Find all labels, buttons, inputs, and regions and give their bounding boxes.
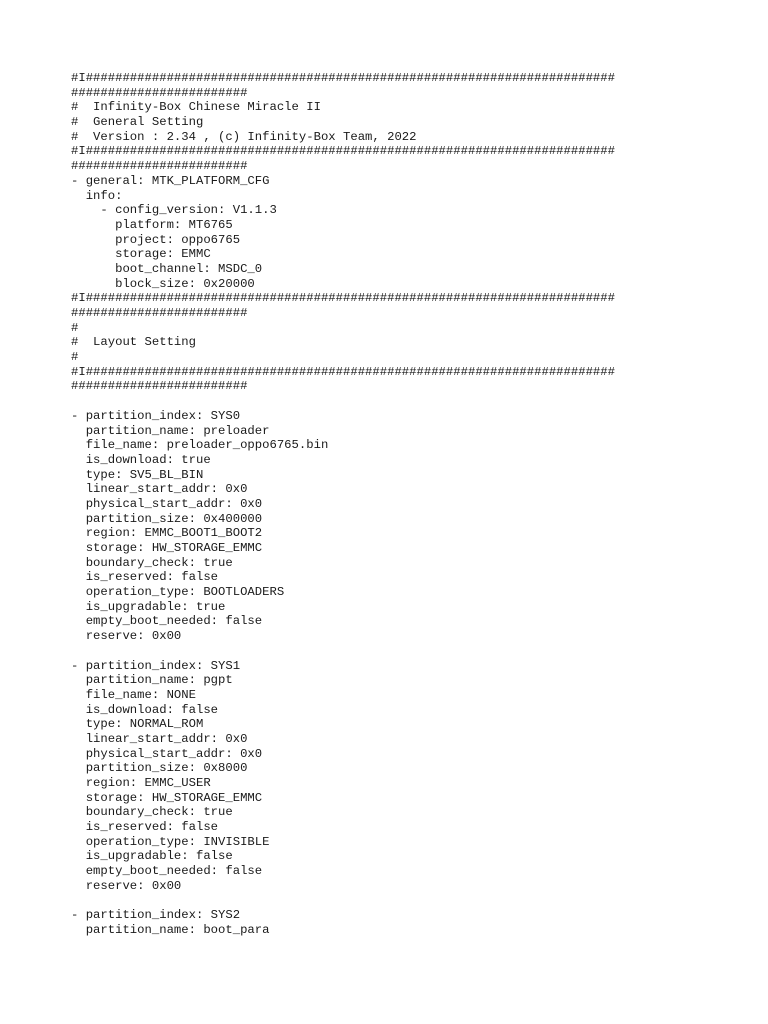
section-comment-line: # [71, 350, 79, 365]
partition-sys0-line: boundary_check: true [71, 555, 233, 570]
partition-sys1-line: empty_boot_needed: false [71, 864, 263, 879]
partition-sys1-line: is_download: false [71, 702, 219, 717]
section-rule-line: #I######################################################################## [71, 364, 615, 379]
header-version-line: # Version : 2.34 , (c) Infinity-Box Team, 2022 [71, 129, 417, 144]
partition-sys0-line: linear_start_addr: 0x0 [71, 482, 248, 497]
document-body [71, 71, 711, 938]
partition-sys2-line: - partition_index: SYS2 [71, 908, 241, 923]
section-rule-line: ######################## [71, 306, 248, 320]
partition-sys1-line: is_upgradable: false [71, 849, 233, 864]
general-config-line: storage: EMMC [71, 247, 211, 262]
general-config-line: block_size: 0x20000 [71, 276, 255, 291]
partition-sys0-line: region: EMMC_BOOT1_BOOT2 [71, 526, 263, 541]
partition-sys0-line: file_name: preloader_oppo6765.bin [71, 438, 329, 453]
header-rule-line: ######################## [71, 85, 248, 100]
header-title-line: # Infinity-Box Chinese Miracle II [71, 100, 321, 115]
section-rule-line: #I######################################################################## [71, 291, 615, 306]
partition-sys2-line: partition_name: boot_para [71, 922, 270, 937]
partition-sys1-line: reserve: 0x00 [71, 878, 182, 893]
blank-line [71, 644, 711, 659]
partition-sys0-line: storage: HW_STORAGE_EMMC [71, 541, 263, 555]
partition-sys0-line: empty_boot_needed: false [71, 614, 263, 629]
partition-sys0-line: is_upgradable: true [71, 599, 226, 614]
partition-sys0-line: type: SV5_BL_BIN [71, 467, 204, 482]
header-rule-line: ######################## [71, 159, 248, 174]
partition-sys0-line: reserve: 0x00 [71, 629, 182, 644]
partition-sys0-line: - partition_index: SYS0 [71, 408, 241, 423]
header-subtitle-line: # General Setting [71, 115, 204, 130]
general-config-line: boot_channel: MSDC_0 [71, 261, 263, 276]
partition-sys1-line: operation_type: INVISIBLE [71, 834, 270, 849]
partition-sys1-line: physical_start_addr: 0x0 [71, 746, 263, 761]
general-config-line: platform: MT6765 [71, 217, 233, 232]
partition-sys0-line: operation_type: BOOTLOADERS [71, 585, 285, 600]
partition-sys1-line: region: EMMC_USER [71, 776, 211, 790]
partition-sys1-line: partition_name: pgpt [71, 673, 233, 688]
header-rule-line: #I######################################################################## [71, 144, 615, 159]
partition-sys0-line: partition_name: preloader [71, 423, 270, 438]
partition-sys1-line: boundary_check: true [71, 805, 233, 820]
partition-sys1-line: - partition_index: SYS1 [71, 658, 241, 673]
partition-sys0-line: is_download: true [71, 452, 211, 467]
partition-sys1-line: partition_size: 0x8000 [71, 761, 248, 776]
general-config-line: - general: MTK_PLATFORM_CFG [71, 173, 270, 188]
partition-sys0-line: partition_size: 0x400000 [71, 511, 263, 526]
partition-sys0-line: physical_start_addr: 0x0 [71, 496, 263, 511]
header-rule-line: #I######################################################################## [71, 71, 615, 85]
general-config-line: info: [71, 188, 123, 203]
partition-sys1-line: type: NORMAL_ROM [71, 717, 204, 732]
general-config-line: - config_version: V1.1.3 [71, 203, 277, 218]
partition-sys0-line: is_reserved: false [71, 570, 219, 585]
partition-sys1-line: linear_start_addr: 0x0 [71, 731, 248, 746]
blank-line [71, 394, 711, 409]
general-config-line: project: oppo6765 [71, 232, 241, 247]
blank-line [71, 894, 711, 909]
partition-sys1-line: storage: HW_STORAGE_EMMC [71, 790, 263, 805]
section-comment-line: # [71, 320, 79, 335]
section-title-line: # Layout Setting [71, 335, 196, 350]
partition-sys1-line: file_name: NONE [71, 687, 196, 702]
section-rule-line: ######################## [71, 379, 248, 394]
partition-sys1-line: is_reserved: false [71, 820, 219, 835]
